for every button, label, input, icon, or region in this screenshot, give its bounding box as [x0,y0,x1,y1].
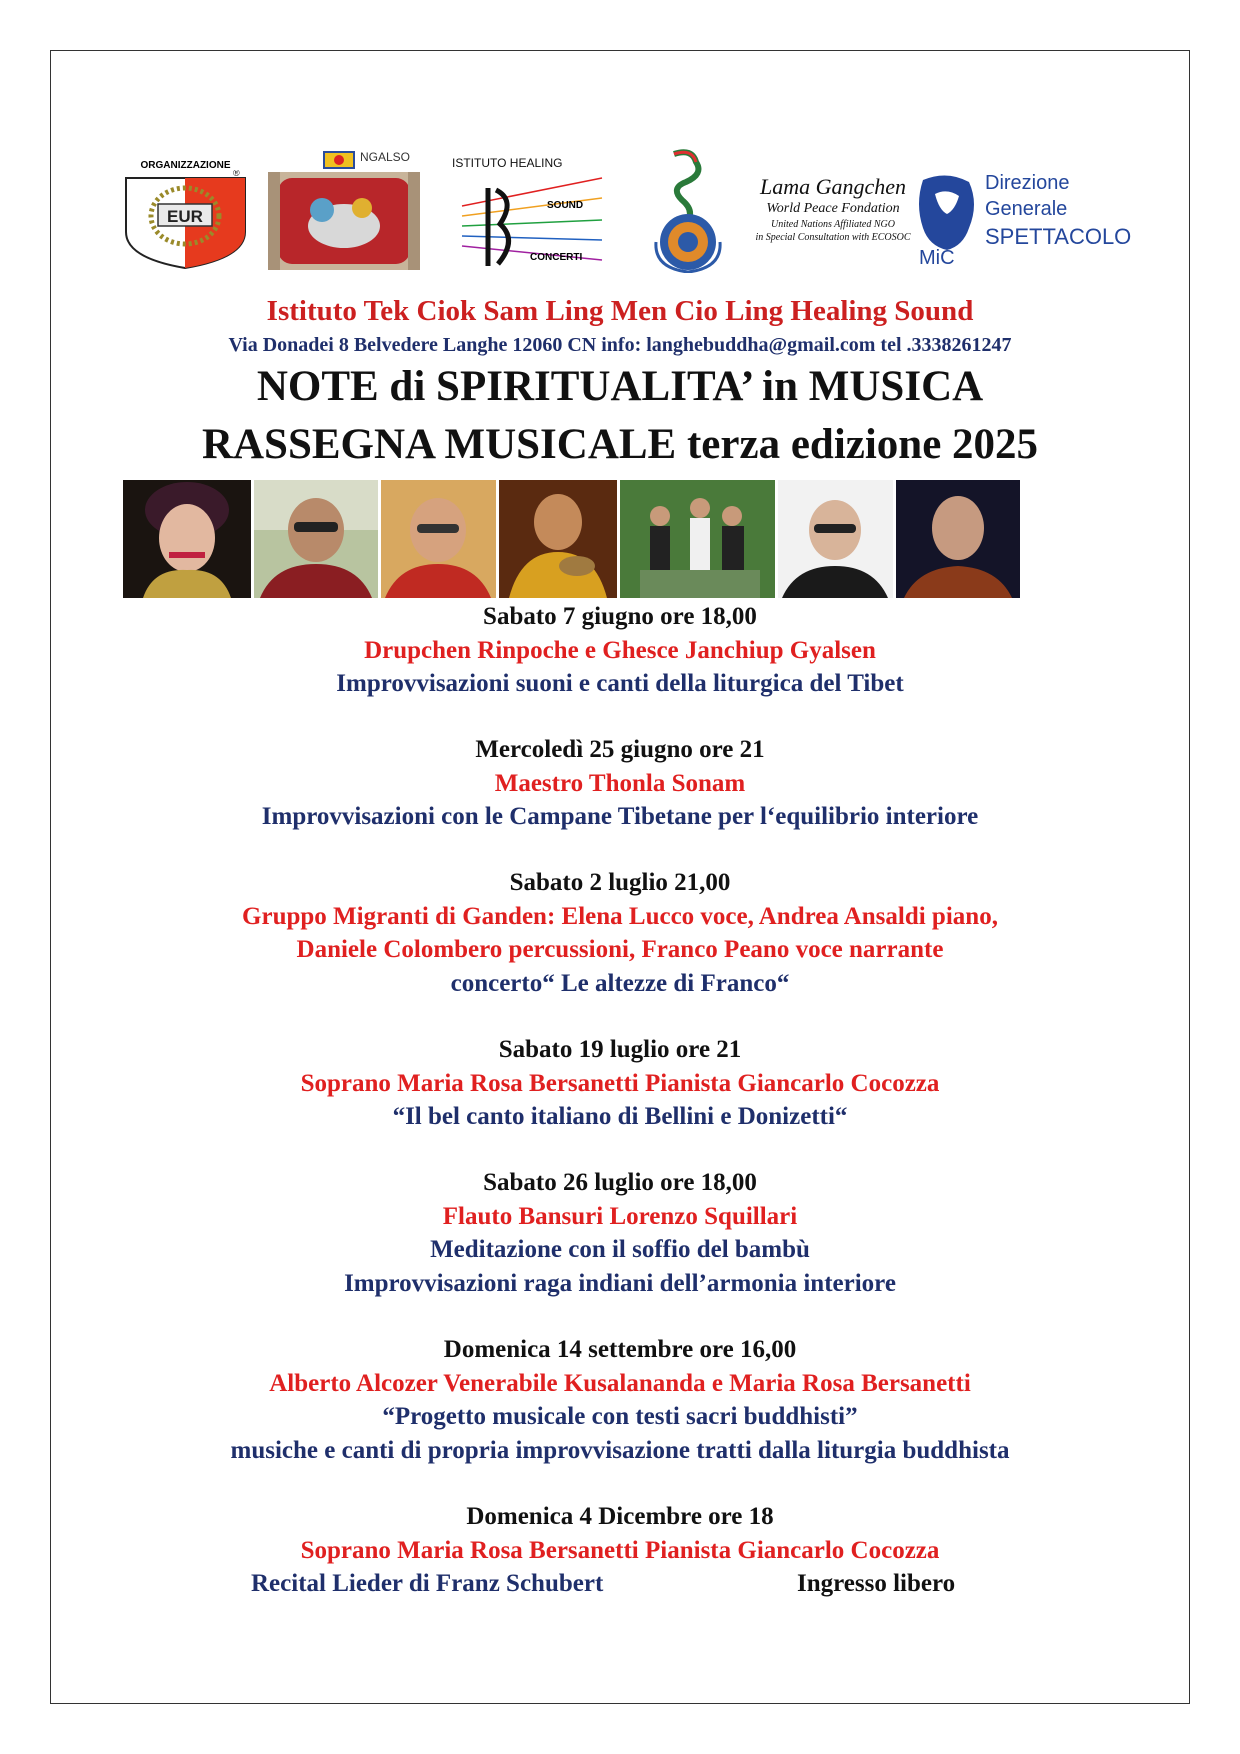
event-5-performers: Flauto Bansuri Lorenzo Squillari [442,1202,798,1230]
performer-photo-3 [381,480,496,598]
performer-photo-1 [123,480,251,598]
event-6-performers: Alberto Alcozer Venerabile Kusalananda e Maria Rosa Bersanetti [269,1369,971,1397]
performers-photo-strip [123,480,1111,598]
event-5-description-1: Meditazione con il soffio del bambù [430,1236,810,1263]
institute-address: Via Donadei 8 Belvedere Langhe 12060 CN info: langhebuddha@gmail.com tel .3338261247 [228,334,1012,356]
performer-photo-7 [896,480,1020,598]
logos-row [118,148,1132,278]
event-5-date: Sabato 26 luglio ore 18,00 [483,1169,757,1196]
event-1 [50,600,1190,701]
event-4 [50,1033,1190,1134]
mic-line-generale: Generale [985,198,1068,220]
event-4-performers: Soprano Maria Rosa Bersanetti Pianista Giancarlo Cocozza [300,1069,940,1097]
event-5 [50,1166,1190,1300]
institute-name: Istituto Tek Ciok Sam Ling Men Cio Ling Healing Sound [266,295,974,327]
mic-line-direzione: Direzione [985,172,1070,194]
ngalso-logo [264,148,424,273]
event-7 [50,1500,1190,1601]
event-6-date: Domenica 14 settembre ore 16,00 [443,1336,797,1363]
free-entry-note: Ingresso libero [797,1570,956,1597]
mic-mark: MiC [919,247,955,266]
event-3-description: concerto“ Le altezze di Franco“ [450,969,790,997]
event-4-description: “Il bel canto italiano di Bellini e Donizetti“ [392,1103,848,1130]
performer-photo-6 [778,480,893,598]
event-3-performers-line-2: Daniele Colombero percussioni, Franco Peano voce narrante [296,936,944,963]
istituto-healing-logo [452,148,612,273]
performer-photo-4 [499,480,617,598]
mic-direzione-spettacolo-logo [913,170,1132,270]
event-6-description-1: “Progetto musicale con testi sacri buddhisti” [382,1403,858,1430]
event-5-description-2: Improvvisazioni raga indiani dell’armonia interiore [344,1269,896,1297]
mic-line-spettacolo: SPETTACOLO [985,224,1132,249]
healing-logo-concerti: CONCERTI [530,252,583,263]
dragon-globe-logo [634,148,742,273]
lama-gangchen-name: Lama Gangchen [759,174,907,199]
eur-logo-title: ORGANIZZAZIONE [140,160,231,171]
event-1-date: Sabato 7 giugno ore 18,00 [483,603,757,630]
eur-mark: EUR [167,207,203,226]
event-1-performers: Drupchen Rinpoche e Ghesce Janchiup Gyalsen [364,636,876,664]
performer-photo-5 [620,480,775,598]
event-7-description: Recital Lieder di Franz Schubert [251,1570,604,1597]
healing-logo-title: ISTITUTO HEALING [452,156,563,170]
event-7-last-row [50,1567,1190,1601]
page-title: NOTE di SPIRITUALITA’ in MUSICA [256,363,984,410]
event-2-date: Mercoledì 25 giugno ore 21 [475,736,765,763]
performer-photo-2 [254,480,378,598]
event-7-date: Domenica 4 Dicembre ore 18 [466,1503,774,1530]
healing-logo-sound: SOUND [547,200,584,211]
lama-foundation-name: World Peace Fondation [766,201,900,216]
event-3-date: Sabato 2 luglio 21,00 [509,869,731,896]
event-3-performers-line-1: Gruppo Migranti di Ganden: Elena Lucco voce, Andrea Ansaldi piano, [242,902,998,930]
page-subtitle: RASSEGNA MUSICALE terza edizione 2025 [201,421,1039,468]
eur-organization-logo [118,160,253,268]
eur-registered-mark: ® [233,170,240,178]
event-3 [50,866,1190,1000]
event-7-performers: Soprano Maria Rosa Bersanetti Pianista Giancarlo Cocozza [300,1536,940,1564]
event-1-description: Improvvisazioni suoni e canti della liturgica del Tibet [336,670,904,697]
event-2-description: Improvvisazioni con le Campane Tibetane per l‘equilibrio interiore [261,803,979,830]
lama-ecosoc-consultation: in Special Consultation with ECOSOC [755,232,911,243]
event-2 [50,733,1190,834]
event-6 [50,1333,1190,1467]
event-6-description-2: musiche e canti di propria improvvisazione tratti dalla liturgia buddhista [230,1436,1010,1464]
lama-un-affiliation: United Nations Affiliated NGO [771,219,895,230]
event-4-date: Sabato 19 luglio ore 21 [498,1036,742,1063]
mic-direzione-text [985,170,1069,222]
ngalso-label: NGALSO [360,150,411,164]
lama-gangchen-logo [752,174,914,274]
event-2-performers: Maestro Thonla Sonam [494,769,746,797]
